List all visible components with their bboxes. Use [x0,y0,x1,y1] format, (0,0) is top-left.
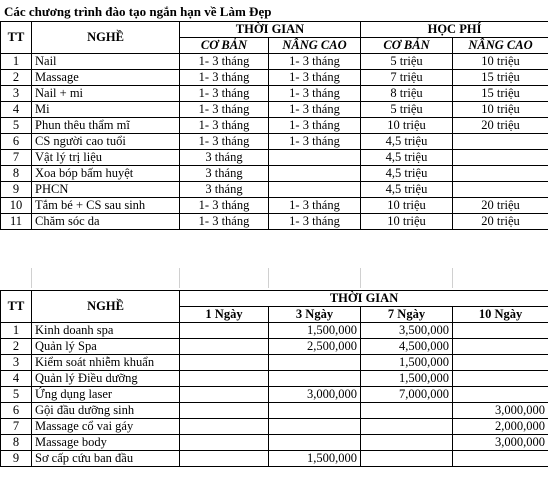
duration-advanced: 1- 3 tháng [269,134,361,150]
row-number: 3 [1,86,32,102]
course-name: Ứng dụng laser [32,387,180,403]
duration-basic: 1- 3 tháng [180,198,269,214]
row-number: 9 [1,182,32,198]
row-number: 1 [1,323,32,339]
table-row [1,54,548,70]
header-hp-nang-cao: NÂNG CAO [453,38,548,54]
header-nghe: NGHỀ [32,22,180,54]
course-name: Kiểm soát nhiễm khuẩn [32,355,180,371]
price-10-days [453,451,548,467]
table-row [1,403,548,419]
duration-advanced [269,150,361,166]
price-3-days: 1,500,000 [269,323,361,339]
row-number: 8 [1,166,32,182]
fee-advanced [453,166,548,182]
duration-basic: 1- 3 tháng [180,54,269,70]
price-7-days [361,403,453,419]
table-row [1,355,548,371]
fee-advanced: 15 triệu [453,86,548,102]
row-number: 7 [1,419,32,435]
price-10-days: 3,000,000 [453,435,548,451]
duration-advanced: 1- 3 tháng [269,86,361,102]
fee-basic: 8 triệu [361,86,453,102]
table-row [1,451,548,467]
fee-basic: 4,5 triệu [361,166,453,182]
row-number: 5 [1,387,32,403]
course-name: Massage body [32,435,180,451]
header-tg-co-ban: CƠ BẢN [180,38,269,54]
table-row [1,419,548,435]
fee-basic: 4,5 triệu [361,150,453,166]
header-hp-co-ban: CƠ BẢN [361,38,453,54]
course-name: Sơ cấp cứu ban đầu [32,451,180,467]
course-name: Quản lý Spa [32,339,180,355]
duration-basic: 3 tháng [180,182,269,198]
table-row [1,102,548,118]
price-10-days [453,323,548,339]
header-10-ngay: 10 Ngày [453,307,548,323]
course-name: Chăm sóc da [32,214,180,230]
header-thoi-gian: THỜI GIAN [180,291,548,307]
fee-advanced: 10 triệu [453,102,548,118]
course-name: Massage [32,70,180,86]
table-row [1,118,548,134]
course-name: Phun thêu thẩm mĩ [32,118,180,134]
duration-advanced [269,182,361,198]
fee-advanced: 10 triệu [453,54,548,70]
duration-basic: 1- 3 tháng [180,214,269,230]
fee-advanced [453,182,548,198]
fee-advanced: 20 triệu [453,198,548,214]
fee-basic: 7 triệu [361,70,453,86]
price-3-days [269,371,361,387]
duration-basic: 3 tháng [180,150,269,166]
duration-basic: 1- 3 tháng [180,70,269,86]
price-3-days [269,419,361,435]
table-row [1,182,548,198]
course-name: Quản lý Điều dưỡng [32,371,180,387]
price-10-days [453,339,548,355]
price-3-days: 1,500,000 [269,451,361,467]
header-tt: TT [1,22,32,54]
page-title: Các chương trình đào tạo ngắn hạn về Làm Đẹp [4,4,272,19]
price-10-days [453,371,548,387]
row-number: 1 [1,54,32,70]
table1-body [1,54,548,230]
price-1-day [180,339,269,355]
header-tg-nang-cao: NÂNG CAO [269,38,361,54]
price-3-days: 2,500,000 [269,339,361,355]
table-row [1,435,548,451]
price-7-days: 1,500,000 [361,355,453,371]
table-row [1,198,548,214]
course-name: Gội đầu dưỡng sinh [32,403,180,419]
duration-advanced: 1- 3 tháng [269,198,361,214]
price-3-days [269,355,361,371]
price-1-day [180,323,269,339]
duration-advanced [269,166,361,182]
table-row [1,150,548,166]
course-name: Vật lý trị liệu [32,150,180,166]
duration-basic: 1- 3 tháng [180,86,269,102]
table2-header-row [1,291,548,307]
price-1-day [180,403,269,419]
price-1-day [180,355,269,371]
duration-basic: 3 tháng [180,166,269,182]
header-1-ngay: 1 Ngày [180,307,269,323]
duration-basic: 1- 3 tháng [180,102,269,118]
price-1-day [180,435,269,451]
fee-basic: 4,5 triệu [361,134,453,150]
table-row [1,70,548,86]
price-7-days [361,435,453,451]
row-number: 4 [1,102,32,118]
spreadsheet-gap [0,268,548,288]
table-row [1,387,548,403]
price-1-day [180,419,269,435]
duration-advanced: 1- 3 tháng [269,214,361,230]
price-3-days: 3,000,000 [269,387,361,403]
row-number: 2 [1,70,32,86]
duration-basic: 1- 3 tháng [180,134,269,150]
fee-advanced: 15 triệu [453,70,548,86]
duration-advanced: 1- 3 tháng [269,118,361,134]
row-number: 7 [1,150,32,166]
duration-advanced: 1- 3 tháng [269,102,361,118]
header-nghe: NGHỀ [32,291,180,323]
header-3-ngay: 3 Ngày [269,307,361,323]
price-10-days: 2,000,000 [453,419,548,435]
price-7-days: 1,500,000 [361,371,453,387]
price-1-day [180,387,269,403]
fee-basic: 5 triệu [361,102,453,118]
header-7-ngay: 7 Ngày [361,307,453,323]
price-7-days: 7,000,000 [361,387,453,403]
fee-basic: 10 triệu [361,198,453,214]
course-name: CS người cao tuổi [32,134,180,150]
header-hoc-phi: HỌC PHÍ [361,22,548,38]
price-7-days [361,419,453,435]
price-7-days: 4,500,000 [361,339,453,355]
row-number: 3 [1,355,32,371]
row-number: 6 [1,403,32,419]
short-course-table [0,290,548,467]
row-number: 9 [1,451,32,467]
course-name: Mi [32,102,180,118]
price-7-days: 3,500,000 [361,323,453,339]
price-10-days [453,355,548,371]
course-name: Tắm bé + CS sau sinh [32,198,180,214]
table2-body [1,323,548,467]
course-name: Kinh doanh spa [32,323,180,339]
course-name: Nail + mi [32,86,180,102]
table1-header-row [1,22,548,38]
fee-basic: 10 triệu [361,214,453,230]
duration-basic: 1- 3 tháng [180,118,269,134]
fee-advanced [453,134,548,150]
header-thoi-gian: THỜI GIAN [180,22,361,38]
price-3-days [269,403,361,419]
training-fee-table [0,21,548,230]
course-name: Nail [32,54,180,70]
table-row [1,371,548,387]
row-number: 8 [1,435,32,451]
duration-advanced: 1- 3 tháng [269,70,361,86]
price-1-day [180,371,269,387]
course-name: Massage cổ vai gáy [32,419,180,435]
table-row [1,339,548,355]
price-1-day [180,451,269,467]
row-number: 5 [1,118,32,134]
fee-advanced: 20 triệu [453,118,548,134]
table-row [1,166,548,182]
row-number: 2 [1,339,32,355]
row-number: 11 [1,214,32,230]
price-10-days: 3,000,000 [453,403,548,419]
fee-basic: 10 triệu [361,118,453,134]
price-7-days [361,451,453,467]
fee-advanced: 20 triệu [453,214,548,230]
row-number: 4 [1,371,32,387]
course-name: Xoa bóp bấm huyệt [32,166,180,182]
table-row [1,323,548,339]
fee-basic: 4,5 triệu [361,182,453,198]
duration-advanced: 1- 3 tháng [269,54,361,70]
table-row [1,86,548,102]
row-number: 6 [1,134,32,150]
price-3-days [269,435,361,451]
header-tt: TT [1,291,32,323]
fee-basic: 5 triệu [361,54,453,70]
course-name: PHCN [32,182,180,198]
fee-advanced [453,150,548,166]
table-row [1,134,548,150]
price-10-days [453,387,548,403]
row-number: 10 [1,198,32,214]
table-row [1,214,548,230]
